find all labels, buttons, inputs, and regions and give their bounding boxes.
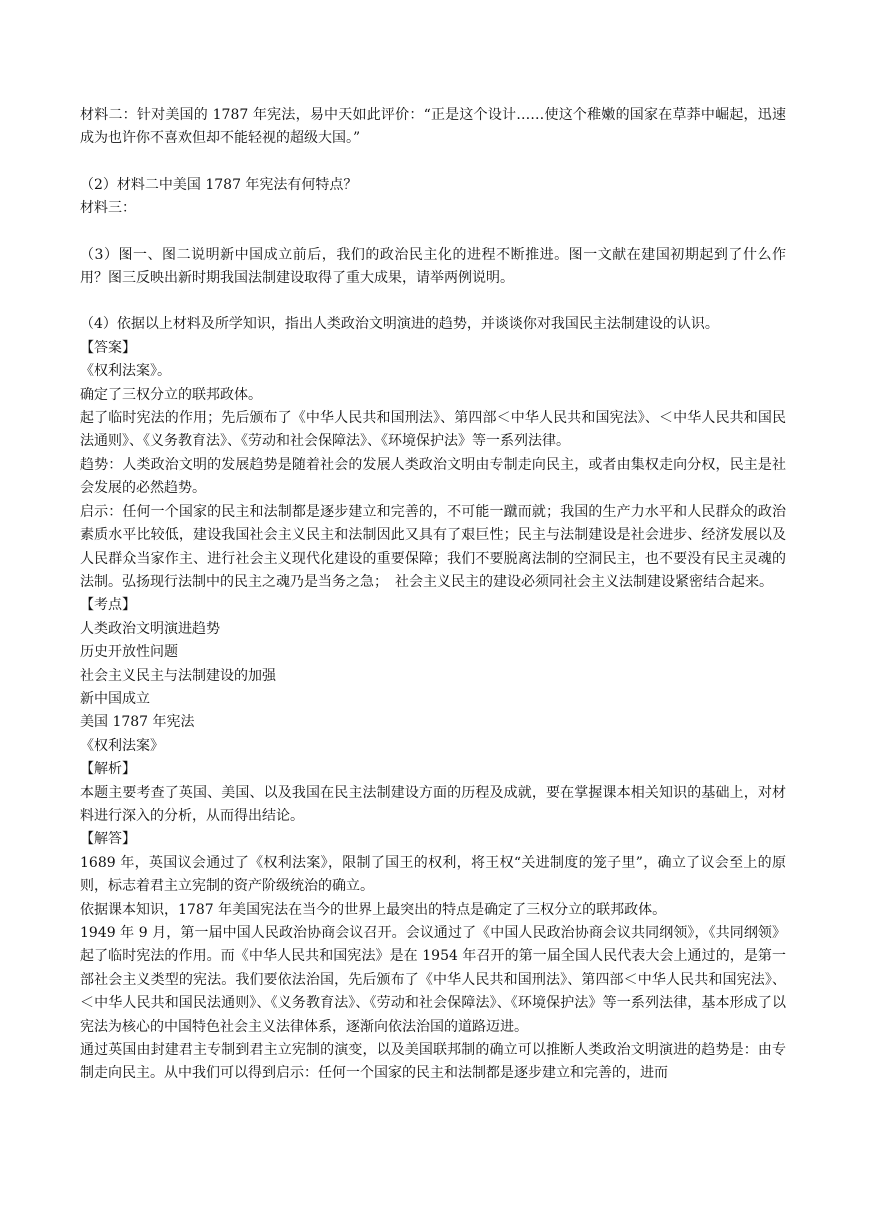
answer-heading: 【答案】 <box>80 339 136 356</box>
spacer <box>80 221 786 244</box>
kaodian-item: 人类政治文明演进趋势 <box>80 620 220 637</box>
answer-item: 趋势：人类政治文明的发展趋势是随着社会的发展人类政治文明由专制走向民主，或者由集权走向分权，民主是社会发展的必然趋势。 <box>80 456 786 497</box>
jieda-item: 通过英国由封建君主专制到君主立宪制的演变，以及美国联邦制的确立可以推断人类政治文明演进的趋势是：由专制走向民主。从中我们可以得到启示：任何一个国家的民主和法制都是逐步建立和完善的，进而 <box>80 1042 786 1082</box>
kaodian-item: 历史开放性问题 <box>80 644 178 661</box>
document-page <box>80 104 786 1086</box>
question-4: （4）依据以上材料及所学知识，指出人类政治文明演进的趋势，并谈谈你对我国民主法制建设的认识。 <box>80 316 719 333</box>
answer-item: 启示：任何一个国家的民主和法制都是逐步建立和完善的，不可能一蹴而就；我国的生产力水平和人民群众的政治素质水平比较低，建设我国社会主义民主和法制因此又具有了艰巨性；民主与法制建设是社会进步、经济发展以及人民群众当家作主、进行社会主义现代化建设的重要保障；我们不要脱离法制的空洞民主，也不要没有民主灵魂的法制。弘扬现行法制中的民主之魂乃是当务之急； 社会主义民主的建设必须同社会主义法制建设紧密结合起来。 <box>80 503 786 590</box>
kaodian-item: 《权利法案》 <box>80 737 164 754</box>
kaodian-item: 新中国成立 <box>80 690 150 707</box>
kaodian-heading: 【考点】 <box>80 597 136 614</box>
spacer <box>80 151 786 174</box>
material-two-text: 材料二：针对美国的 1787 年宪法，易中天如此评价：“正是这个设计……使这个稚嫩的国家在草莽中崛起，迅速成为也许你不喜欢但却不能轻视的超级大国。” <box>80 107 786 147</box>
answer-item: 确定了三权分立的联邦政体。 <box>80 386 262 403</box>
answer-item: 《权利法案》。 <box>80 363 171 380</box>
jieda-heading: 【解答】 <box>80 831 136 848</box>
jieda-item: 依据课本知识，1787 年美国宪法在当今的世界上最突出的特点是确定了三权分立的联邦政体。 <box>80 901 667 918</box>
question-2: （2）材料二中美国 1787 年宪法有何特点？ <box>80 176 358 193</box>
spacer <box>80 290 786 313</box>
answer-item: 起了临时宪法的作用；先后颁布了《中华人民共和国刑法》、第四部＜中华人民共和国宪法》、＜中华人民共和国民法通则》、《义务教育法》、《劳动和社会保障法》、《环境保护法》等一系列法律。 <box>80 410 786 450</box>
jiexi-heading: 【解析】 <box>80 761 136 778</box>
jieda-item: 1689 年，英国议会通过了《权利法案》，限制了国王的权利，将王权“关进制度的笼子里”，确立了议会至上的原则，标志着君主立宪制的资产阶级统治的确立。 <box>80 854 786 895</box>
jieda-item: 1949 年 9 月，第一届中国人民政治协商会议召开。会议通过了《中国人民政治协商会议共同纲领》，《共同纲领》起了临时宪法的作用。而《中华人民共和国宪法》是在 1954 年召开的第一届全国人民代表大会上通过的，是第一部社会主义类型的宪法。我们要依法治国，先后颁布了《中华人民共和国刑法》、第四部＜中华人民共和国宪法》、＜中华人民共和国民法通则》、《义务教育法》、《劳动和社会保障法》、《环境保护法》等一系列法律，基本形成了以宪法为核心的中国特色社会主义法律体系，逐渐向依法治国的道路迈进。 <box>80 925 786 1035</box>
jiexi-text: 本题主要考查了英国、美国、以及我国在民主法制建设方面的历程及成就，要在掌握课本相关知识的基础上，对材料进行深入的分析，从而得出结论。 <box>80 784 786 824</box>
kaodian-item: 美国 1787 年宪法 <box>80 714 195 731</box>
kaodian-item: 社会主义民主与法制建设的加强 <box>80 667 276 684</box>
question-3: （3）图一、图二说明新中国成立前后，我们的政治民主化的进程不断推进。图一文献在建国初期起到了什么作用？图三反映出新时期我国法制建设取得了重大成果，请举两例说明。 <box>80 246 786 287</box>
material-three-label: 材料三： <box>80 200 136 217</box>
